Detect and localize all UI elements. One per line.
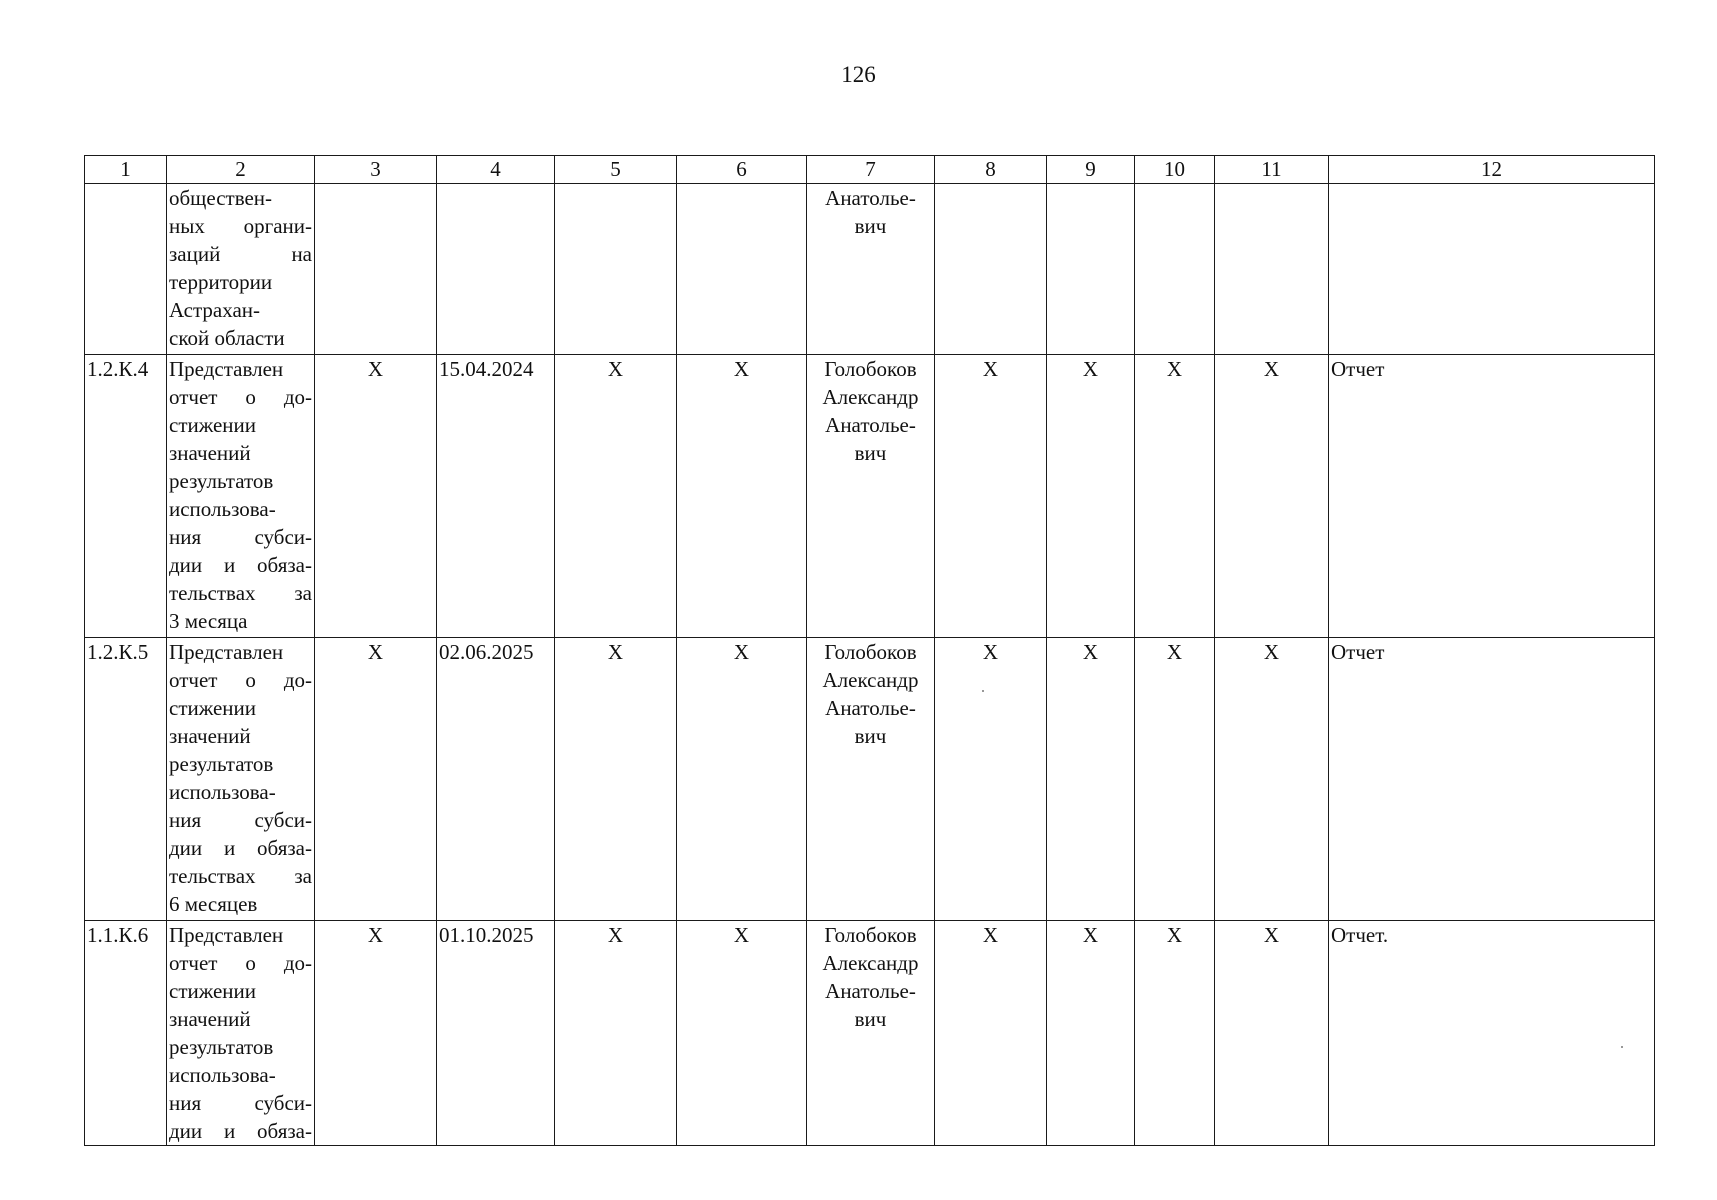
cell-date [437, 184, 555, 355]
row-id [85, 184, 167, 355]
responsible-line: Анатолье- [825, 413, 916, 437]
description-line: обществен- [169, 186, 273, 210]
responsible-person [807, 921, 935, 1146]
description-line: результатов [169, 1035, 274, 1059]
description-line: ской области [169, 326, 285, 350]
responsible-person [807, 184, 935, 355]
cell-col3 [315, 184, 437, 355]
result-document: Отчет. [1329, 921, 1655, 1146]
responsible-line: Александр [822, 385, 919, 409]
description-line: ния субси- [169, 1091, 312, 1115]
cell-col9: X [1047, 638, 1135, 921]
cell-col3: X [315, 355, 437, 638]
responsible-person [807, 638, 935, 921]
row-id: 1.1.К.6 [85, 921, 167, 1146]
page-number: 126 [841, 62, 876, 87]
cell-col6: X [677, 355, 807, 638]
row-description [167, 184, 315, 355]
responsible-line: Анатолье- [825, 186, 916, 210]
result-document: Отчет [1329, 638, 1655, 921]
responsible-line: Голобоков [824, 357, 917, 381]
description-line: значений [169, 724, 251, 748]
row-id: 1.2.К.5 [85, 638, 167, 921]
description-line: результатов [169, 752, 274, 776]
column-header: 5 [555, 156, 677, 184]
responsible-line: Александр [822, 668, 919, 692]
result-document: Отчет [1329, 355, 1655, 638]
row-description [167, 355, 315, 638]
description-line: тельствах за [169, 864, 312, 888]
description-line: 3 месяца [169, 609, 248, 633]
cell-col8: X [935, 355, 1047, 638]
cell-col6: X [677, 638, 807, 921]
responsible-line: Анатолье- [825, 696, 916, 720]
cell-col6: X [677, 921, 807, 1146]
responsible-line: Александр [822, 951, 919, 975]
description-line: использова- [169, 1063, 276, 1087]
column-header: 10 [1135, 156, 1215, 184]
description-line: значений [169, 441, 251, 465]
cell-date: 02.06.2025 [437, 638, 555, 921]
cell-col9: X [1047, 355, 1135, 638]
cell-col8: X [935, 921, 1047, 1146]
description-line: дии и обяза- [169, 1119, 312, 1143]
responsible-line: Голобоков [824, 923, 917, 947]
cell-col6 [677, 184, 807, 355]
cell-col9: X [1047, 921, 1135, 1146]
table-row [85, 638, 1655, 921]
cell-col10 [1135, 184, 1215, 355]
cell-col11: X [1215, 921, 1329, 1146]
description-line: Астрахан- [169, 298, 260, 322]
cell-date: 01.10.2025 [437, 921, 555, 1146]
description-line: Представлен [169, 640, 284, 664]
description-line: значений [169, 1007, 251, 1031]
description-line: ния субси- [169, 525, 312, 549]
description-line: 6 месяцев [169, 892, 258, 916]
table-row [85, 355, 1655, 638]
description-line: Представлен [169, 357, 284, 381]
column-header: 2 [167, 156, 315, 184]
cell-col11 [1215, 184, 1329, 355]
row-description [167, 921, 315, 1146]
cell-col3: X [315, 638, 437, 921]
cell-col5: X [555, 355, 677, 638]
column-header: 11 [1215, 156, 1329, 184]
scan-speck [1621, 1046, 1623, 1048]
cell-col8 [935, 184, 1047, 355]
plan-table [84, 155, 1655, 1146]
cell-col10: X [1135, 355, 1215, 638]
column-header: 4 [437, 156, 555, 184]
description-line: стижении [169, 979, 257, 1003]
responsible-line: Анатолье- [825, 979, 916, 1003]
column-header: 1 [85, 156, 167, 184]
column-header: 7 [807, 156, 935, 184]
description-line: использова- [169, 780, 276, 804]
cell-col9 [1047, 184, 1135, 355]
responsible-line: Голобоков [824, 640, 917, 664]
row-description [167, 638, 315, 921]
description-line: дии и обяза- [169, 553, 312, 577]
table-row [85, 921, 1655, 1146]
description-line: стижении [169, 413, 257, 437]
column-header: 9 [1047, 156, 1135, 184]
row-id: 1.2.К.4 [85, 355, 167, 638]
cell-col8: X [935, 638, 1047, 921]
column-header: 8 [935, 156, 1047, 184]
cell-date: 15.04.2024 [437, 355, 555, 638]
description-line: стижении [169, 696, 257, 720]
description-line: ных органи- [169, 214, 312, 238]
description-line: Представлен [169, 923, 284, 947]
responsible-line: вич [854, 441, 887, 465]
scan-speck [982, 690, 984, 692]
responsible-line: вич [854, 214, 887, 238]
responsible-line: вич [854, 724, 887, 748]
cell-col5: X [555, 638, 677, 921]
description-line: ния субси- [169, 808, 312, 832]
column-header: 6 [677, 156, 807, 184]
cell-col5 [555, 184, 677, 355]
description-line: отчет о до- [169, 951, 312, 975]
description-line: дии и обяза- [169, 836, 312, 860]
description-line: отчет о до- [169, 668, 312, 692]
responsible-person [807, 355, 935, 638]
responsible-line: вич [854, 1007, 887, 1031]
description-line: результатов [169, 469, 274, 493]
result-document [1329, 184, 1655, 355]
column-header: 3 [315, 156, 437, 184]
description-line: использова- [169, 497, 276, 521]
description-line: территории [169, 270, 273, 294]
cell-col3: X [315, 921, 437, 1146]
cell-col10: X [1135, 638, 1215, 921]
cell-col11: X [1215, 355, 1329, 638]
cell-col10: X [1135, 921, 1215, 1146]
description-line: тельствах за [169, 581, 312, 605]
cell-col5: X [555, 921, 677, 1146]
description-line: заций на [169, 242, 312, 266]
column-header: 12 [1329, 156, 1655, 184]
header-row [85, 156, 1655, 184]
description-line: отчет о до- [169, 385, 312, 409]
table-row [85, 184, 1655, 355]
cell-col11: X [1215, 638, 1329, 921]
